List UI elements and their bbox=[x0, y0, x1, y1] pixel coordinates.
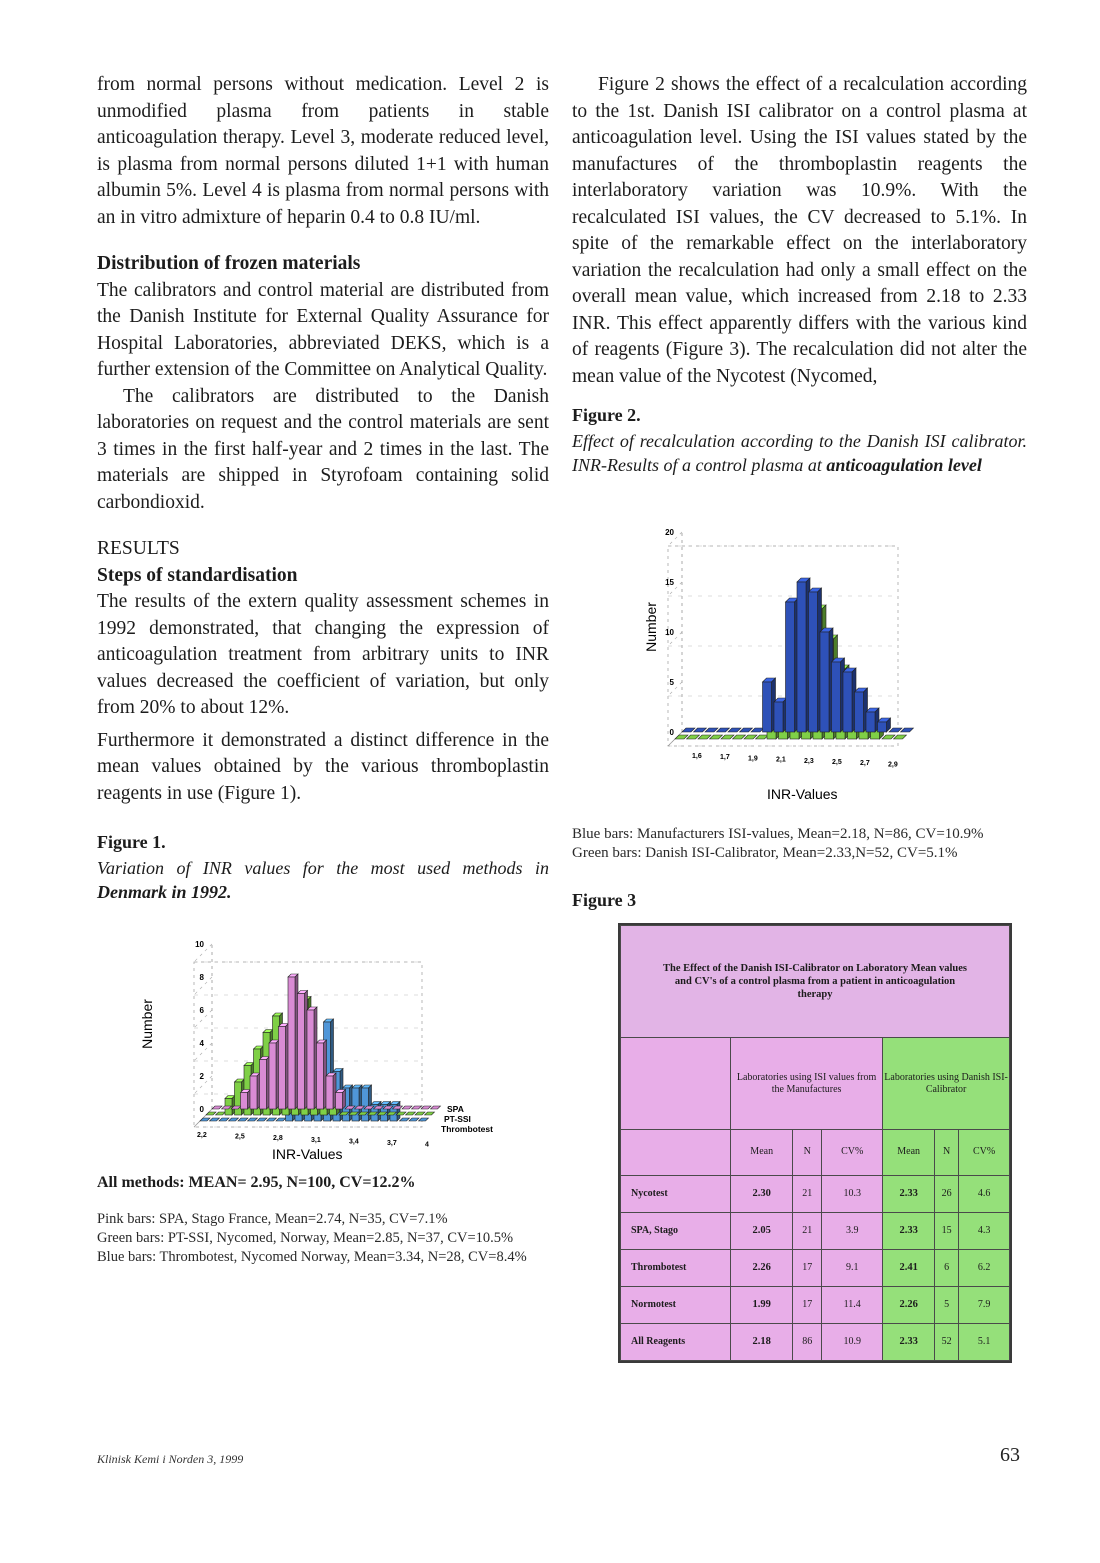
legend-pink: Pink bars: SPA, Stago France, Mean=2.74, N=35, CV=7.1% bbox=[97, 1211, 448, 1227]
bar-front bbox=[362, 1088, 369, 1121]
col-cv-1: CV% bbox=[822, 1130, 883, 1176]
legend-green: Green bars: PT-SSI, Nycomed, Norway, Mean=2.85, N=37, CV=10.5% bbox=[97, 1230, 514, 1246]
y-tick-label: 0 bbox=[199, 1104, 204, 1114]
left-para-4: The results of the extern quality assessment schemes in 1992 demonstrated, that changing the expression of anticoagulation treatment from arbitrary units to INR values decreased the coefficient of variation, but only from 20% to about 12%. bbox=[97, 591, 549, 718]
zero-bar bbox=[682, 728, 695, 732]
zero-bar bbox=[421, 1106, 431, 1109]
table-title: The Effect of the Danish ISI-Calibrator on Laboratory Mean values and CV's of a control plasma from a patient in anticoagulation therapy bbox=[621, 926, 1010, 1038]
x-tick-label: 2,2 bbox=[197, 1131, 207, 1139]
table-row bbox=[621, 1250, 1010, 1287]
cell-n-manuf: 17 bbox=[793, 1287, 822, 1324]
figure-3-table bbox=[618, 923, 1012, 1363]
cell-cv-danish: 7.9 bbox=[959, 1287, 1010, 1324]
zero-bar bbox=[889, 728, 902, 732]
all-methods-summary: All methods: MEAN= 2.95, N=100, CV=12.2% bbox=[97, 1173, 416, 1191]
cell-mean-danish: 2.33 bbox=[883, 1213, 935, 1250]
table-subheader-corner bbox=[621, 1130, 731, 1176]
y-tick-label: 10 bbox=[195, 939, 204, 949]
zero-bar bbox=[694, 728, 707, 732]
cell-n-manuf: 21 bbox=[793, 1176, 822, 1213]
table-group-manufacturers: Laboratories using ISI values from the Manufactures bbox=[731, 1038, 883, 1130]
table-group-danish: Laboratories using Danish ISI-Calibrator bbox=[883, 1038, 1010, 1130]
cell-cv-manuf: 3.9 bbox=[822, 1213, 883, 1250]
bar-front bbox=[279, 1026, 286, 1109]
table-row bbox=[621, 1176, 1010, 1213]
cell-cv-danish: 6.2 bbox=[959, 1250, 1010, 1287]
zero-bar bbox=[687, 735, 700, 739]
bar bbox=[763, 678, 776, 732]
x-tick-label: 3,7 bbox=[387, 1139, 397, 1147]
cell-n-danish: 26 bbox=[935, 1176, 959, 1213]
bar bbox=[390, 1101, 400, 1121]
figure-3-label: Figure 3 bbox=[572, 889, 637, 910]
bar-front bbox=[786, 602, 795, 732]
zero-bar bbox=[219, 1118, 229, 1121]
x-tick-label: 1,9 bbox=[748, 754, 758, 762]
col-cv-2: CV% bbox=[959, 1130, 1010, 1176]
bar-front bbox=[298, 993, 305, 1109]
zero-bar bbox=[425, 1112, 435, 1115]
zero-bar bbox=[402, 1106, 412, 1109]
left-para-2: The calibrators and control material are distributed from the Danish Institute for External Quality Assurance for Hospital Laboratories, abbreviated DEKS, which is a further extension of the Committee on Analytical Quality. bbox=[97, 279, 549, 380]
row-label: Normotest bbox=[621, 1287, 731, 1324]
zero-bar bbox=[210, 1118, 220, 1121]
bar bbox=[307, 1007, 317, 1109]
figure-1-label: Figure 1. bbox=[97, 832, 166, 852]
col-mean-2: Mean bbox=[883, 1130, 935, 1176]
depth-label: SPA bbox=[447, 1103, 464, 1114]
figure-2-caption: Effect of recalculation according to the Danish ISI calibrator. INR-Results of a control plasma at anticoagulation level bbox=[572, 430, 1027, 475]
cell-cv-danish: 5.1 bbox=[959, 1324, 1010, 1361]
cell-mean-manuf: 2.18 bbox=[731, 1324, 793, 1361]
bar bbox=[381, 1101, 391, 1121]
bar bbox=[336, 1089, 346, 1109]
x-tick-label: 4 bbox=[425, 1141, 429, 1149]
x-tick-label: 2,3 bbox=[804, 757, 814, 765]
table-corner bbox=[621, 1038, 731, 1130]
zero-bar bbox=[744, 735, 757, 739]
bar bbox=[269, 1040, 279, 1109]
y-tick-label: 0 bbox=[669, 727, 674, 737]
y-tick-label: 15 bbox=[665, 577, 674, 587]
bar bbox=[250, 1073, 260, 1109]
bar bbox=[809, 588, 822, 732]
cell-mean-manuf: 2.26 bbox=[731, 1250, 793, 1287]
x-tick-label: 2,1 bbox=[776, 756, 786, 764]
x-tick-label: 1,6 bbox=[692, 752, 702, 760]
cell-mean-danish: 2.26 bbox=[883, 1287, 935, 1324]
col-mean-1: Mean bbox=[731, 1130, 793, 1176]
zero-bar bbox=[206, 1112, 216, 1115]
cell-mean-danish: 2.41 bbox=[883, 1250, 935, 1287]
row-label: All Reagents bbox=[621, 1324, 731, 1361]
bar-front bbox=[797, 582, 806, 732]
y-axis-label: Number bbox=[643, 601, 659, 652]
x-tick-label: 1,7 bbox=[720, 753, 730, 761]
bar-side bbox=[397, 1101, 400, 1121]
bar-front bbox=[878, 722, 887, 732]
bar bbox=[855, 688, 868, 732]
x-tick-label: 2,7 bbox=[860, 759, 870, 767]
table-row bbox=[621, 1324, 1010, 1361]
legend-fig2-blue: Blue bars: Manufacturers ISI-values, Mean=2.18, N=86, CV=10.9% bbox=[572, 825, 984, 842]
cell-cv-danish: 4.6 bbox=[959, 1176, 1010, 1213]
left-para-3: The calibrators are distributed to the Danish laboratories on request and the control materials are sent 3 times in the first half-year and 2 times in the last. The materials are shipped in Styrofoam containing solid carbondioxid. bbox=[97, 385, 549, 513]
left-para-1: from normal persons without medication. Level 2 is unmodified plasma from patients in stable anticoagulation therapy. Level 3, moderate reduced level, is plasma from normal persons diluted 1+1 with human albumin 5%. Level 4 is plasma from normal persons with an in vitro admixture of heparin 0.4 to 0.8 IU/ml. bbox=[97, 74, 549, 228]
bar bbox=[352, 1085, 362, 1121]
cell-cv-danish: 4.3 bbox=[959, 1213, 1010, 1250]
col-n-1: N bbox=[793, 1130, 822, 1176]
bar-front bbox=[260, 1059, 267, 1109]
bar bbox=[878, 718, 891, 732]
zero-bar bbox=[412, 1106, 422, 1109]
cell-cv-manuf: 10.3 bbox=[822, 1176, 883, 1213]
zero-bar bbox=[400, 1118, 410, 1121]
bar-front bbox=[866, 712, 875, 732]
cell-n-danish: 15 bbox=[935, 1213, 959, 1250]
bar-front bbox=[855, 692, 864, 732]
cell-cv-manuf: 11.4 bbox=[822, 1287, 883, 1324]
bar-front bbox=[352, 1088, 359, 1121]
bar-front bbox=[832, 662, 841, 732]
zero-bar bbox=[740, 728, 753, 732]
zero-bar bbox=[698, 735, 711, 739]
zero-bar bbox=[267, 1118, 277, 1121]
bar bbox=[298, 990, 308, 1109]
x-axis-label: INR-Values bbox=[767, 785, 838, 802]
depth-label: Thrombotest bbox=[441, 1123, 493, 1134]
y-tick-label: 8 bbox=[199, 972, 204, 982]
cell-mean-danish: 2.33 bbox=[883, 1176, 935, 1213]
bar-front bbox=[326, 1076, 333, 1109]
bar-front bbox=[774, 702, 783, 732]
col-n-2: N bbox=[935, 1130, 959, 1176]
bar bbox=[241, 1089, 251, 1109]
zero-bar bbox=[721, 735, 734, 739]
zero-bar bbox=[751, 728, 764, 732]
y-tick-label: 5 bbox=[669, 677, 674, 687]
bar-front bbox=[336, 1092, 343, 1109]
heading-results: RESULTS bbox=[97, 538, 180, 559]
bar bbox=[786, 598, 799, 732]
figure-2-chart bbox=[572, 477, 1027, 807]
bar bbox=[371, 1101, 381, 1121]
bar-front bbox=[288, 977, 295, 1109]
right-column bbox=[572, 72, 1027, 1363]
bar-front bbox=[241, 1092, 248, 1109]
zero-bar bbox=[894, 735, 907, 739]
left-para-5: Furthermore it demonstrated a distinct difference in the mean values obtained by the various thromboplastin reagents in use (Figure 1). bbox=[97, 729, 549, 804]
zero-bar bbox=[248, 1118, 258, 1121]
zero-bar bbox=[212, 1106, 222, 1109]
zero-bar bbox=[728, 728, 741, 732]
bar-front bbox=[809, 592, 818, 732]
x-tick-label: 2,8 bbox=[273, 1134, 283, 1142]
figure-1-caption: Variation of INR values for the most used methods in Denmark in 1992. bbox=[97, 857, 549, 902]
x-tick-label: 3,1 bbox=[311, 1136, 321, 1144]
zero-bar bbox=[257, 1118, 267, 1121]
zero-bar bbox=[229, 1118, 239, 1121]
cell-n-danish: 5 bbox=[935, 1287, 959, 1324]
bar-front bbox=[307, 1010, 314, 1109]
cell-n-manuf: 86 bbox=[793, 1324, 822, 1361]
zero-bar bbox=[710, 735, 723, 739]
heading-distribution: Distribution of frozen materials bbox=[97, 253, 361, 274]
bar-side bbox=[343, 1089, 346, 1109]
y-tick-label: 6 bbox=[199, 1005, 204, 1015]
table-row bbox=[621, 1213, 1010, 1250]
y-tick-label: 10 bbox=[665, 627, 674, 637]
y-tick-label: 2 bbox=[199, 1071, 204, 1081]
bar-front bbox=[763, 682, 772, 732]
bar-front bbox=[820, 632, 829, 732]
zero-bar bbox=[901, 728, 914, 732]
zero-bar bbox=[406, 1112, 416, 1115]
bar bbox=[317, 1040, 327, 1109]
cell-mean-manuf: 1.99 bbox=[731, 1287, 793, 1324]
bar bbox=[797, 578, 810, 732]
zero-bar bbox=[276, 1118, 286, 1121]
heading-steps: Steps of standardisation bbox=[97, 564, 298, 586]
zero-bar bbox=[675, 735, 688, 739]
left-column bbox=[97, 72, 549, 1267]
zero-bar bbox=[200, 1118, 210, 1121]
zero-bar bbox=[756, 735, 769, 739]
bar bbox=[866, 708, 879, 732]
zero-bar bbox=[216, 1112, 226, 1115]
bar-front bbox=[269, 1043, 276, 1109]
bar bbox=[843, 668, 856, 732]
zero-bar bbox=[415, 1112, 425, 1115]
zero-bar bbox=[419, 1118, 429, 1121]
zero-bar bbox=[238, 1118, 248, 1121]
cell-mean-danish: 2.33 bbox=[883, 1324, 935, 1361]
bar bbox=[288, 974, 298, 1109]
bar bbox=[820, 628, 833, 732]
row-label: Thrombotest bbox=[621, 1250, 731, 1287]
page-number: 63 bbox=[1000, 1444, 1020, 1466]
bar-front bbox=[250, 1076, 257, 1109]
y-axis-label: Number bbox=[139, 998, 155, 1049]
bar-front bbox=[843, 672, 852, 732]
zero-bar bbox=[882, 735, 895, 739]
x-axis-label: INR-Values bbox=[272, 1145, 343, 1162]
table-row bbox=[621, 1287, 1010, 1324]
cell-n-danish: 6 bbox=[935, 1250, 959, 1287]
y-tick-label: 4 bbox=[199, 1038, 204, 1048]
zero-bar bbox=[705, 728, 718, 732]
cell-n-danish: 52 bbox=[935, 1324, 959, 1361]
bar-front bbox=[317, 1043, 324, 1109]
zero-bar bbox=[717, 728, 730, 732]
bar bbox=[832, 658, 845, 732]
cell-cv-manuf: 9.1 bbox=[822, 1250, 883, 1287]
zero-bar bbox=[431, 1106, 441, 1109]
x-tick-label: 2,9 bbox=[888, 760, 898, 768]
x-tick-label: 2,5 bbox=[832, 758, 842, 766]
cell-n-manuf: 17 bbox=[793, 1250, 822, 1287]
row-label: Nycotest bbox=[621, 1176, 731, 1213]
bar bbox=[225, 1095, 235, 1115]
y-tick-label: 20 bbox=[665, 527, 674, 537]
bar bbox=[362, 1085, 372, 1121]
journal-footer: Klinisk Kemi i Norden 3, 1999 bbox=[97, 1452, 244, 1466]
x-tick-label: 2,5 bbox=[235, 1133, 245, 1141]
figure-2-label: Figure 2. bbox=[572, 405, 641, 425]
cell-mean-manuf: 2.05 bbox=[731, 1213, 793, 1250]
legend-fig2-green: Green bars: Danish ISI-Calibrator, Mean=2.33,N=52, CV=5.1% bbox=[572, 844, 958, 861]
zero-bar bbox=[409, 1118, 419, 1121]
depth-label: PT-SSI bbox=[444, 1113, 471, 1124]
cell-n-manuf: 21 bbox=[793, 1213, 822, 1250]
right-para-1: Figure 2 shows the effect of a recalculation according to the 1st. Danish ISI calibrator on a control plasma at anticoagulation level. Using the ISI values stated by the manufactures of the thromboplastin reagents the interlaboratory variation was 10.9%. With the recalculated ISI values, the CV decreased to 5.1%. In spite of the remarkable effect on the interlaboratory variation the recalculation had only a small effect on the overall mean value, which increased from 2.18 to 2.33 INR. This effect apparently differs with the various kind of reagents (Figure 3). The recalculation did not alter the mean value of the Nycotest (Nycomed, bbox=[572, 74, 1027, 387]
x-tick-label: 3,4 bbox=[349, 1137, 359, 1145]
figure-1-chart bbox=[97, 904, 549, 1164]
bar bbox=[260, 1056, 270, 1109]
zero-bar bbox=[733, 735, 746, 739]
bar bbox=[279, 1023, 289, 1109]
bar bbox=[774, 698, 787, 732]
legend-blue: Blue bars: Thrombotest, Nycomed Norway, Mean=3.34, N=28, CV=8.4% bbox=[97, 1249, 527, 1265]
cell-mean-manuf: 2.30 bbox=[731, 1176, 793, 1213]
row-label: SPA, Stago bbox=[621, 1213, 731, 1250]
cell-cv-manuf: 10.9 bbox=[822, 1324, 883, 1361]
bar bbox=[326, 1073, 336, 1109]
